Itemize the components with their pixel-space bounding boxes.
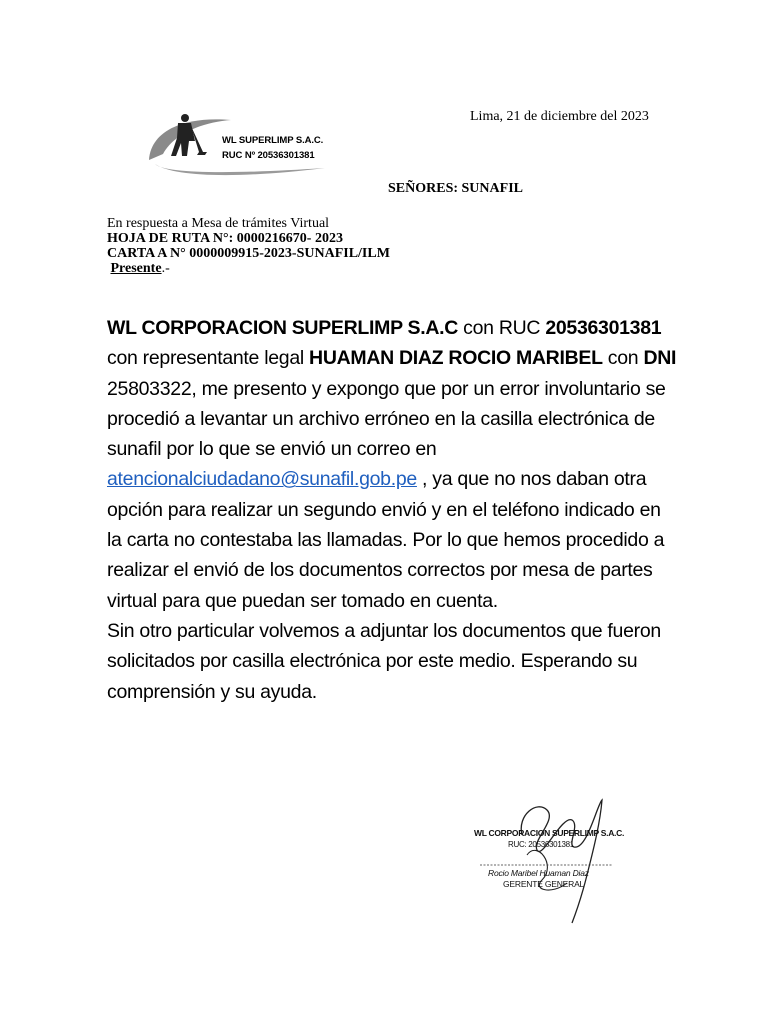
logo-company-name: WL SUPERLIMP S.A.C. — [222, 135, 324, 146]
signature-ruc: RUC: 20536301381 — [508, 840, 574, 849]
body-representative-name: HUAMAN DIAZ ROCIO MARIBEL — [309, 347, 603, 370]
reference-line-mesa: En respuesta a Mesa de trámites Virtual — [107, 216, 330, 231]
body-text: con — [602, 347, 644, 370]
presente-suffix: .- — [161, 261, 170, 276]
body-text: con RUC — [458, 317, 546, 339]
body-text: con representante legal — [107, 347, 310, 370]
signature-company: WL CORPORACION SUPERLIMP S.A.C. — [474, 828, 625, 838]
letter-date: Lima, 21 de diciembre del 2023 — [470, 109, 649, 124]
signature-stamp-art — [462, 795, 625, 930]
body-company: WL CORPORACION SUPERLIMP S.A.C — [107, 317, 459, 339]
email-link[interactable]: atencionalciudadano@sunafil.gob.pe — [107, 468, 417, 491]
signature-role: GERENTE GENERAL — [503, 879, 585, 889]
reference-block — [107, 216, 390, 276]
presente-line — [107, 261, 390, 276]
body-text: 25803322, me presento y expongo que por un error involuntario se procedió a levantar un archivo erróneo en la casilla electrónica de sunafil por lo que se envió un correo en — [107, 377, 666, 461]
reference-hoja-de-ruta: HOJA DE RUTA N°: 0000216670- 2023 — [107, 231, 343, 246]
body-paragraph-1 — [107, 313, 677, 616]
recipient: SEÑORES: SUNAFIL — [388, 181, 523, 196]
body-ruc: 20536301381 — [545, 317, 662, 339]
body-text: , ya que no nos daban otra opción para realizar un segundo envió y en el teléfono indicado en la carta no contestaba las llamadas. Por lo que hemos procedido a realizar el envió de los documentos correctos por mesa de partes virtual para que puedan ser tomado en cuenta. — [107, 468, 665, 612]
presente-word: Presente — [110, 261, 162, 276]
letter-body — [107, 313, 677, 707]
reference-carta: CARTA A N° 0000009915-2023-SUNAFIL/ILM — [107, 246, 390, 261]
body-dni-label: DNI — [643, 347, 677, 370]
logo-text — [222, 133, 323, 163]
logo-ruc: RUC Nº 20536301381 — [222, 150, 315, 161]
body-paragraph-2: Sin otro particular volvemos a adjuntar los documentos que fueron solicitados por casilla electrónica por este medio. Esperando su comprensión y su ayuda. — [107, 619, 661, 703]
signature-name: Rocio Maribel Huaman Diaz — [488, 868, 589, 878]
